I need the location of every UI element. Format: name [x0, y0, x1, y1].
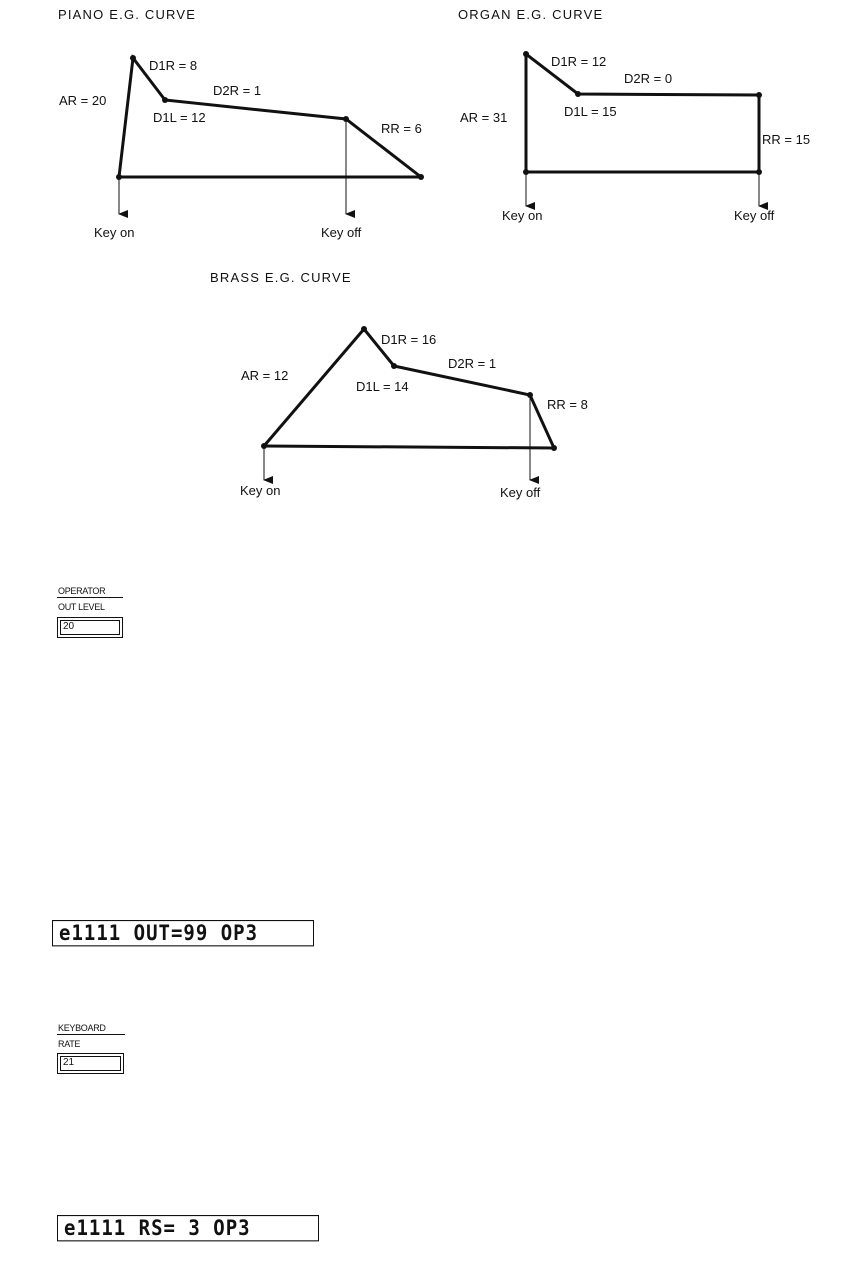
operator-caption: OPERATOR — [58, 586, 106, 596]
operator-caption-rule — [57, 584, 123, 598]
piano-point — [343, 116, 349, 122]
brass-eg-curve — [240, 326, 588, 500]
brass-point — [391, 363, 397, 369]
brass-point — [361, 326, 367, 332]
keyboard-caption: KEYBOARD — [58, 1023, 106, 1033]
organ-eg-title: ORGAN E.G. CURVE — [458, 7, 604, 22]
piano-eg-title: PIANO E.G. CURVE — [58, 7, 197, 22]
rate-caption: RATE — [58, 1039, 81, 1049]
lcd-display-out-level: e1111 OUT=99 OP3 — [52, 920, 314, 946]
brass-point — [527, 392, 533, 398]
operator-out-level-button[interactable] — [57, 617, 123, 638]
piano-d2r-label: D2R = 1 — [213, 83, 262, 98]
brass-rr-label: RR = 8 — [547, 397, 588, 412]
organ-d1l-label: D1L = 15 — [564, 104, 617, 119]
out-level-caption: OUT LEVEL — [58, 602, 105, 612]
piano-point — [162, 97, 168, 103]
piano-point — [418, 174, 424, 180]
brass-point — [551, 445, 557, 451]
organ-eg-curve — [460, 51, 810, 223]
organ-point — [523, 51, 529, 57]
piano-d1r-label: D1R = 8 — [149, 58, 198, 73]
piano-key-on-label: Key on — [94, 225, 135, 240]
brass-baseline — [264, 446, 554, 448]
piano-rr-label: RR = 6 — [381, 121, 422, 136]
operator-out-level-number: 20 — [60, 620, 120, 635]
brass-key-on-label: Key on — [240, 483, 281, 498]
organ-ar-label: AR = 31 — [460, 110, 508, 125]
keyboard-caption-rule — [57, 1021, 125, 1035]
piano-ar-label: AR = 20 — [59, 93, 107, 108]
piano-key-off-label: Key off — [321, 225, 362, 240]
piano-point — [130, 55, 136, 61]
brass-d1l-label: D1L = 14 — [356, 379, 409, 394]
brass-point — [261, 443, 267, 449]
keyboard-rate-button[interactable] — [57, 1053, 124, 1074]
piano-d1l-label: D1L = 12 — [153, 110, 206, 125]
brass-ar-label: AR = 12 — [241, 368, 289, 383]
keyboard-rate-number: 21 — [60, 1056, 121, 1071]
eg-curve-diagrams — [0, 0, 841, 520]
brass-d1r-label: D1R = 16 — [381, 332, 437, 347]
brass-key-off-label: Key off — [500, 485, 541, 500]
organ-point — [756, 169, 762, 175]
organ-key-off-label: Key off — [734, 208, 775, 223]
organ-d1r-label: D1R = 12 — [551, 54, 607, 69]
organ-point — [575, 91, 581, 97]
organ-point — [523, 169, 529, 175]
piano-point — [116, 174, 122, 180]
organ-rr-label: RR = 15 — [762, 132, 811, 147]
organ-point — [756, 92, 762, 98]
lcd-display-rate-scaling: e1111 RS= 3 OP3 — [57, 1215, 319, 1241]
brass-eg-title: BRASS E.G. CURVE — [210, 270, 352, 285]
brass-d2r-label: D2R = 1 — [448, 356, 497, 371]
piano-eg-curve — [59, 55, 424, 240]
organ-key-on-label: Key on — [502, 208, 543, 223]
organ-d2r-label: D2R = 0 — [624, 71, 673, 86]
